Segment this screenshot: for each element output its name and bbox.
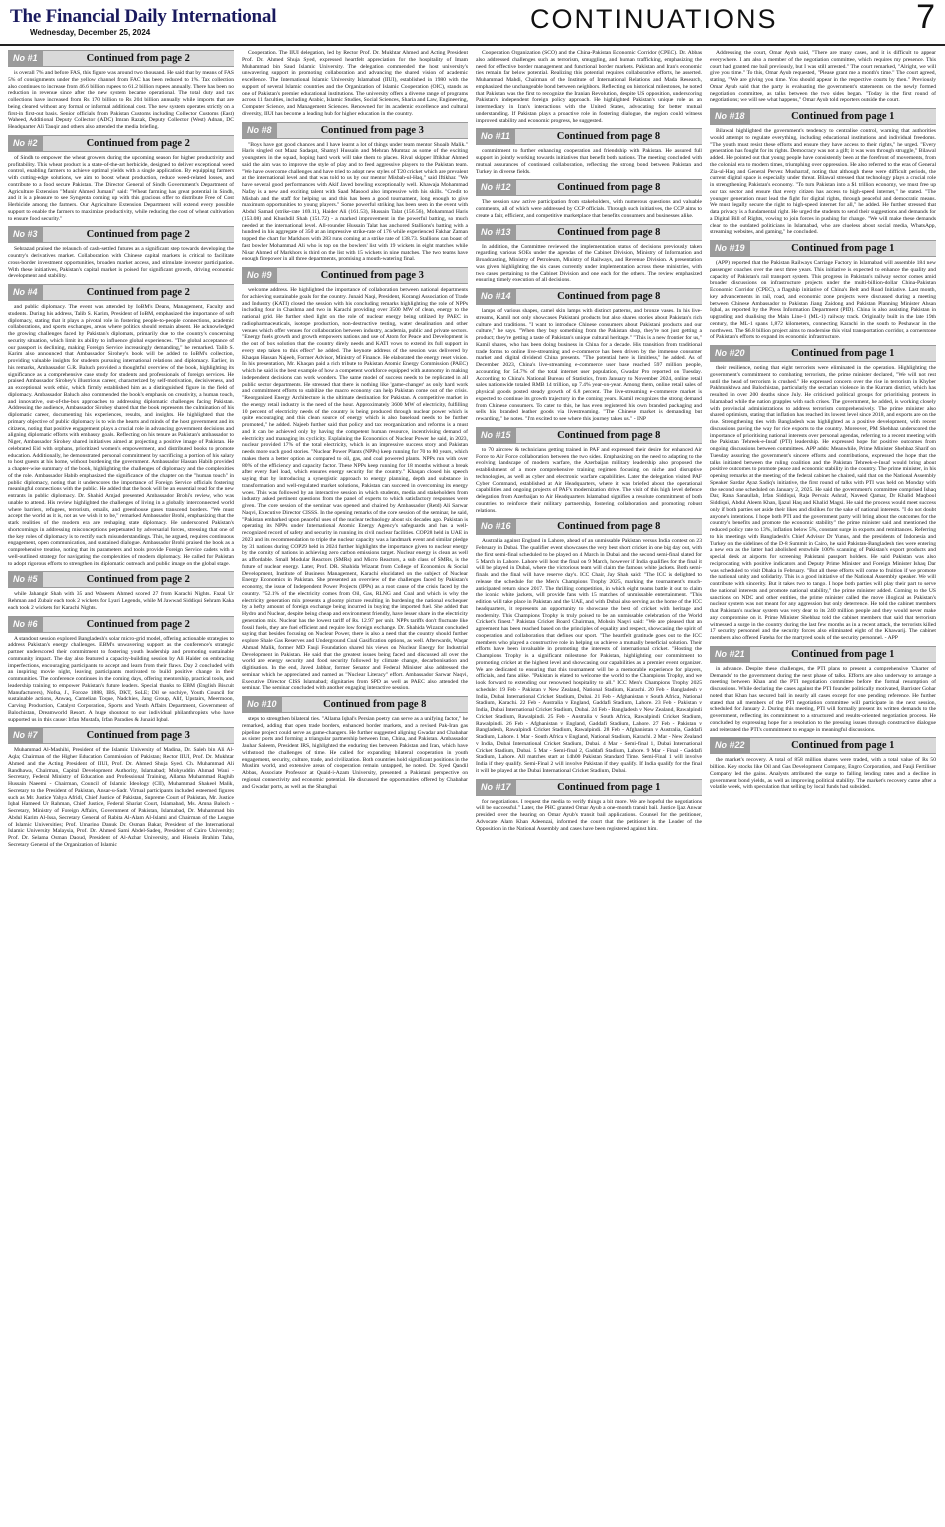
column-1 (8, 50, 234, 1520)
continued-from-label: Continued from page 8 (323, 699, 427, 710)
continuation-story (710, 646, 936, 734)
continuation-story (476, 50, 702, 124)
story-header-bar (476, 427, 702, 444)
story-body: Muhammad Al-Mashihi, President of the Islamic University of Madina, Dr. Saleh bin Ali Al-Aqla; Chairman of the Higher Education Commission of Pakistan; Rector IIUI, Prof. Dr. Mukhtar Ahmed and the Acting President of IIUI, Prof. Dr. Ahmed Shuja Syed. Ch. Muhammad Ali Randhawa, Chairman, Capital Development Authority, Islamabad; Mohyuddin Ahmad Wani - Secretary, Federal Ministry of Education and Professional Training, Allama Muhammad Raghib Hussain Naeemi - Chairman, Council of Islamic Ideology (CII), Muhammad Shakeel Malik, Secretary to the President of Pakistan, Ansar-u-Sadr. Virtual participants included esteemed figures such as Mr. Justice Yahya Afridi, Chief Justice of Pakistan, Supreme Court of Pakistan, Mr. Justice Iqbal Hameed Ur Rahman, Chief Justice, Federal Shariat Court, Islamabad, Ms. Amna Baloch - Secretary, Ministry of Foreign Affairs, Government of Pakistan, Islamabad, Dr. Muhammad bin Abdul Karim Al-Issa, Secretary General of Rabita Al-Alam Al-Islami and Chairman of the League of Islamic Universities; Prof. Umarino Danuk Dr. Osman Bakar, President of the International Islamic University Malaysia, Prof. Dr. Ahmed Sami Abdel-Sadeq, President of Cairo University; Prof. Dr. Selama Osman Daoud, President of Al-Azhar University, and Hissein Brahim Taha, Secretary General of the Organization of Islamic (8, 747, 234, 848)
story-number: No #15 (476, 428, 516, 443)
continued-from-label: Continued from page 8 (557, 226, 661, 238)
story-header-bar (710, 240, 936, 257)
continuation-story (8, 226, 234, 280)
continuation-story (8, 50, 234, 131)
story-body: Australia against England in Lahore, ahead of an unmissable Pakistan versus India contest on 23 February in Dubai. The qualifier event showcases the very best short cricket in one big day out, with the first semi-final scheduled to be played on 4 March in Dubai and the second semi-final slated for 5 March in Lahore. Lahore will host the final on 9 March, however if India qualifies for the final it will be played in Dubai, where the victorious team will claim the famous white jackets. Both semi-finals and the final will have reserve day's. ICC Chair, Jay Shah said: "The ICC is delighted to release the schedule for the Men's Champions Trophy 2025, marking the tournament's much-anticipated return since 2017. The thrilling competition, in which eight teams battle it out to claim the iconic white jackets, will provide fans with 15 matches of unmissable entertainment. "This edition will take place in Pakistan and the UAE, and with Dubai also serving as the home of the ICC headquarters, it represents an opportunity to showcase the best of cricket with heritage and modernity. This Champions Trophy is truly poised to be an unmissable celebration of the World Cricket's finest." Pakistan Cricket Board Chairman, Mohsin Naqvi said: "We are pleased that an agreement has been reached based on the principles of equality and respect, showcasing the spirit of cooperation and collaboration that defines our sport. "The heartfelt gratitude goes out to the ICC members who played a constructive role in helping us achieve a mutually beneficial solution. Their efforts have been invaluable in promoting the interests of international cricket. "Hosting the Champions Trophy is a significant milestone for Pakistan, highlighting our commitment to promoting cricket at the highest level and showcasing our capabilities as a premier event organizer. We are dedicated to ensuring that this tournament will be a memorable experience for players, officials, and fans alike. "Pakistan is elated to welcome the world to the Champions Trophy, and we look forward to extending our renowned hospitality to all." ICC Men's Champions Trophy 2025 schedule: 19 Feb - Pakistan v New Zealand, National Stadium, Karachi. 20 Feb - Bangladesh v India, Dubai International Cricket Stadium, Dubai. 21 Feb - Afghanistan v South Africa, National Stadium, Karachi. 22 Feb - Australia v England, Gaddafi Stadium, Lahore. 23 Feb - Pakistan v India, Dubai International Cricket Stadium, Dubai. 24 Feb - Bangladesh v New Zealand, Rawalpindi Cricket Stadium, Rawalpindi. 25 Feb - Australia v South Africa, Rawalpindi Cricket Stadium, Rawalpindi. 26 Feb - Afghanistan v England, Gaddafi Stadium, Lahore. 27 Feb - Pakistan v Bangladesh, Rawalpindi Cricket Stadium, Rawalpindi. 28 Feb - Afghanistan v Australia, Gaddafi Stadium, Lahore. 1 Mar - South Africa v England, National Stadium, Karachi. 2 Mar - New Zealand v India, Dubai International Cricket Stadium, Dubai. 4 Mar - Semi-final 1, Dubai International Cricket Stadium, Dubai. 5 Mar - Semi-final 2, Gaddafi Stadium, Lahore. 9 Mar - Final - Gaddafi Stadium, Lahore. All matches start at 14h00 Pakistan Standard Time. Semi-Final 1 will involve India if they qualify. Semi-Final 2 will involve Pakistan if they qualify. If India qualify for the final it will be played at the Dubai International Cricket Stadium, Dubai. (476, 538, 702, 774)
continued-from-label: Continued from page 3 (320, 124, 424, 136)
continued-from-label: Continued from page 8 (557, 182, 661, 194)
story-header-bar (8, 50, 234, 67)
continuation-story (710, 737, 936, 791)
continued-from-label: Continued from page 2 (86, 287, 190, 298)
continued-from-label: Continued from page 8 (556, 131, 661, 143)
story-number: No #9 (242, 268, 277, 283)
continued-from-label: Continued from page 3 (86, 730, 190, 742)
newspaper-brand: The Financial Daily International (10, 6, 277, 27)
story-body: "Boys have got good chances and I have learnt a lot of things under team mentor Shoaib Malik." Haris singled out Maaz Sadaqat, Shamyl Hussain and Mehran Mumtaz as some of the exciting youngsters in the squad, hoping hard work will take them to places. Rival skipper Iftikhar Ahmed said the aim was to improve the style of play and to feed aggressive players to the Pakistan team. "We have overcome challenges and have tried to adopt new styles of T20 cricket which are prevalent at the international level and that was told to us by our mentor Misbah-ul-Haq," said Iftikhar. "We have several good performances with Akif Javed bowling exceptionally well. Khawaja Mohammad Nafay is a new and exciting talent with Saad Masood also impressive with his skills. "Credit to Misbah and the staff for helping us and this has been a good tournament, long enough to give maximum opportunities to young players." Some powerful striking has been seen in the event with Abdul Samad (strike-rate 169.11), Haider Ali (161.53), Hussain Talat (156.56), Mohammad Haris (153.08) and Khushdil Shah (151.72) - a marked improvement in the powerful batting, so much needed at the international level. All-rounder Hussain Talat has anchored Stallions's batting with a hundred in his aggregate of 350 at an impressive strike-rate of 176 while experienced Fakhar Zaman topped the chart for Markhors with 283 runs coming at a strike rate of 138.73. Stallions can boast of fast bowler Mohammad Ali who is top on the bowlers' list with 19 wickets in eight matches while Nisar Ahmed of Markhors is third on the list with 15 wickets in nine matches. The two teams have enough firepower in all three departments, promising a mouth-watering final. (242, 141, 468, 263)
story-number: No #7 (8, 728, 43, 743)
story-body: The session saw active participation from stakeholders, with numerous questions and valuable comments, all of which were addressed by CCP officials. Through such initiatives, the CCP aims to create a fair, efficient, and competitive marketplace that benefits consumers and businesses alike. (476, 199, 702, 219)
continuation-story (476, 427, 702, 515)
article-columns (8, 50, 937, 1520)
continued-from-label: Continued from page 8 (557, 429, 661, 441)
section-title: CONTINUATIONS (530, 4, 778, 34)
continued-from-label: Continued from page 1 (791, 243, 895, 254)
story-number: No #2 (8, 136, 43, 151)
story-body: steps to strengthen bilateral ties. "Allama Iqbal's Persian poetry can serve as a unifying factor," he remarked, adding that open trade borders, enhanced border markets, and a revised Pak-Iran gas pipeline project could serve as game-changers. He further suggested aligning Gwadar and Chabahar as sister ports and forming a triangular partnership between Iran, China, and Pakistan. Ambassador Jauhar Saleem, President IRS, highlighted the enduring ties between Pakistan and Iran, which have withstood the challenges of time. He called for expanding bilateral cooperation in youth engagement, security, culture, trade, and civilization. Both countries hold significant positions in the Muslim world, and extensive areas of cooperation remain untapped, he noted. Dr. Syed Qandil Abbas, Associate Professor at Quaid-i-Azam University, presented a Pakistani perspective on regional connectivity and economic potential. He discussed the opportunities offered by Chabahar and Gwadar ports, as well as the Shanghai (242, 716, 468, 790)
story-body: while Jahangir Shah with 35 and Waseem Ahmed scored 27 from Karachi Nights. Fazal Ur Rehman and Zubair each took 2 wickets for Lyari Legends, while M Jawwad Siddiqui Sehram Kaka each took 2 wickets for Karachi Nights. (8, 591, 234, 611)
continued-from-label: Continued from page 1 (557, 781, 661, 793)
continued-from-label: Continued from page 8 (557, 521, 661, 533)
continued-from-label: Continued from page 1 (791, 348, 895, 359)
story-body: Sehrazad praised the relaunch of cash-settled futures as a significant step towards developing the country's derivatives market. Collaboration with Chinese capital markets is critical to facilitate cross-border investment opportunities, broaden market access, and stimulate investor participation. With these initiatives, Pakistan's capital market is poised for significant growth, driving economic development and stability. (8, 246, 234, 280)
continuation-story (710, 240, 936, 341)
continued-from-label: Continued from page 1 (791, 740, 895, 752)
page-number: 7 (916, 0, 935, 36)
continued-from-label: Continued from page 2 (86, 574, 190, 586)
story-body: lamps of various shapes, camel skin lamps with distinct patterns, and bronze vases. In his live-streams, Kamil not only showcases Pakistani products but also shares stories about Pakistan's rich culture and traditions. "I want to introduce Chinese consumers about Pakistani products and our culture," he says. "When they buy something from the Pakistan shop, they're not just getting a product; they're getting a taste of Pakistan's unique cultural heritage." "This is a new frontier for us," Kamil shares, who has been doing business in China for a decade. His transition from traditional trade forms to online live-streaming and e-commerce has been driven by the immense consumer market and digital dividend China presents. "The potential here is limitless," he added. As of December 2023, China's live-streaming e-commerce user base reached 597 million people, accounting for 54.7% of the total internet user population, Gwadar Pro reported on Tuesday. According to China's National Bureau of Statistics, from January to November 2024, online retail sales nationwide totaled RMB 14 trillion, up 7.4% year-on-year. Among them, online retail sales of physical goods posted steady growth of 6.8 percent. The live-streaming e-commerce market is expected to continue its growth trajectory in the coming years. Kamil recognizes the strong demand from Chinese consumers. To cater to this, he has even registered his own branded packaging and sells his branded leather goods via livestreaming. "The Chinese market is demanding but rewarding," he notes. "I'm excited to see where this journey takes us." - INP (476, 308, 702, 422)
column-2 (242, 50, 468, 1520)
story-header-bar (476, 179, 702, 196)
story-header-bar (242, 267, 468, 284)
story-body: their resilience, noting that eight terrorists were eliminated in the operation. Highlighting the government's commitment to combating terrorism, the prime minister declared, "We will not rest until the head of terrorism is crushed." He expressed concern over the rise in terrorism in Khyber Pakhtunkhwa and Balochistan, particularly the sectarian violence in the Kurram district, which has resulted in over 200 deaths since July. He criticised political groups for prioritising protests in Islamabad while the nation grapples with such crises. The government, he added, is working closely with provincial administrations to address terrorism comprehensively. The prime minister also shared optimism, stating that inflation has reached its lowest level since 2018, and exports are on the rise. Strengthening ties with Bangladesh was highlighted as a positive development, with recent discussions paving the way for rice exports to the country. Moreover, PM Shehbaz underscored the importance of prioritising national interests over personal agendas, referring to a recent meeting with the Pakistan Tehreek-e-Insaf (PTI) leadership. He expressed hope for positive outcomes from ongoing discussions between committees. APP adds: Meanwhile, Prime Minister Shehbaz Sharif on Tuesday assuring the government's sincere efforts and contributions, expressed the hope that the talks initiated between the ruling coalition and the Pakistan Tehreek-e-Insaf would bring about positive outcomes to promote peace and economic stability in the country. The prime minister, in his opening remarks at the meeting of the federal cabinet he chaired, said that on the National Assembly Speaker Sardar Ayaz Sadiq's initiative, the first round of talks with PTI was held on Monday with the second one scheduled on January 2, 2025. He said the government's committee comprised Ishaq Dar, Rana Sanaullah, Irfan Siddiqui, Raja Pervaiz Ashraf, Naveed Qamar, Dr Khalid Maqbool Siddiqui, Abdul Aleem Khan, Ijazul Haq and Khalid Magsi. He said the process would meet success only if both parties set aside their likes and dislikes for the sake of national interests. "I do not doubt anyone's intentions. I hope both PTI and the government party will bring about the outcomes for the country's benefits and promote the economic stability" the prime minister said and mentioned the reduced policy rate to 13%, inflation below 5%, constant surge in exports and remittances. Referring to his meetings with Bangladesh's Chief Advisor Dr Yunus, and the presidents of Indonesia and Turkey on the sidelines of the D-8 Summit in Cairo, he said Pakistan-Bangladesh ties were entering a new era as the latter had abolished erstwhile 100% scanning of Pakistan's export products and special desk at airports for screening Pakistani passport holders. He said Pakistan was also reciprocating with positive indicators and Deputy Prime Minister and Foreign Minister Ishaq Dar was scheduled to visit Dhaka in February. "But all these efforts will come to fruition if we promote the national unity and solidarity. This is a good initiative of the National Assembly speaker. We will contribute with sincerity. But it takes two to tango. I hope both parties will play their part to serve the national interests and promote national stability," the prime minister added. Coming to the US sanctions on NDC and other entities, the prime minister called the move illogical as Pakistan's nuclear system was not meant for any aggression but only deterrence. He told the cabinet members that Pakistan's nuclear system was very dear to its 240 million people and they would never make any compromise on it. Prime Minister Shehbaz told the cabinet members that said that terrorism witnessed a surge in the country during the last few months as in a recent attack, the terrorists killed 17 security personnel and the security forces also eliminated eight of the Khawarij. The cabinet members also offered Fateha for the martyred souls of the security personnel. - APP (710, 365, 936, 641)
continuation-story (710, 345, 936, 642)
story-header-bar (476, 128, 702, 145)
story-header-bar (8, 616, 234, 633)
story-header-bar (710, 345, 936, 362)
story-number: No #16 (476, 519, 516, 534)
continued-from-label: Continued from page 1 (791, 111, 895, 122)
story-body: Cooperation. The IIUI delegation, led by Rector Prof. Dr. Mukhtar Ahmed and Acting President Prof. Dr. Ahmed Shuja Syed, expressed heartfelt appreciation for the hospitality of Imam Muhammad bin Saud Islamic University. The delegation commended the host university's unwavering support in promoting collaboration and advancing the shared vision of academic excellence. The International Islamic University Islamabad (IIUI), established in 1980 with the support of several Islamic countries and the Organization of Islamic Cooperation (OIC), stands as one of Pakistan's premier educational institutions. The university offers a diverse range of programs across 11 faculties, including Arabic, Islamic Studies, Social Sciences, Sharia and Law, Engineering, Computer Science, and Management Sciences. Renowned for its academic excellence and cultural diversity, IIUI has become a leading hub for higher education in the country. (242, 50, 468, 117)
continuation-story (476, 779, 702, 833)
continuation-story (242, 696, 468, 790)
story-header-bar (476, 288, 702, 305)
story-header-bar (476, 779, 702, 796)
story-number: No #17 (476, 780, 516, 795)
story-body: A standout session explored Bangladesh's solar micro-grid model, offering actionable strategies to address Pakistan's energy challenges. EBM's unwavering support as the conference's strategic partner underscored their commitment to fostering youth leadership and promoting sustainable community impact. The day also featured a capacity-building session by Ali Haider on embracing imperfections, encouraging participants to accept and learn from their flaws. Day 2 concluded with an inspiring movie night, leaving participants motivated to build positive change in their communities. The conference continues in the coming days, offering mentorship, practical tools, and leadership training to empower Pakistan's future leaders. Special thanks to EBM (English Biscuit Manufacturers), Nofsa, J., Foroze 1888, IBS, DKT, SoLE; Dil se sochiye, Youth Council for sustainable actions, Anwaq, Camelian Toque, Nadchies, Jang Group, Alif, Upstairs, Meermoon, Carving Production, Catalyst Corporation, Sports and Youth Affairs Department, Government of Balochistan, Dreamworld Resort. A huge shoutout to our individual philanthropists who have supported us in this cause: Irfan Mustafa, Irfan Paradies & Junaid Iqbal. (8, 635, 234, 723)
story-body: In addition, the Committee reviewed the implementation status of decisions previously taken regarding various SOEs under the agendas of the Cabinet Division, Ministry of Information and Broadcasting, Ministry of Petroleum, Ministry of Railways, and Revenue Division. A presentation was given highlighting the six cases currently under implementation across these ministries, with two cases pertaining to the Cabinet Division and one each for the others. The review emphasized ensuring timely execution of all decisions. (476, 243, 702, 284)
continuation-story (710, 50, 936, 104)
continued-from-label: Continued from page 1 (791, 648, 895, 660)
continuation-story (242, 267, 468, 692)
story-body: to 70 aircrew & technicians getting trained in PAF and expressed their desire for enhanced Air Force to Air Force collaboration between the two sides. Emphasizing on the need to adapting to the evolving landscape of modern warfare, the Azerbaijan military leadership also proposed the establishment of a more comprehensive training regimen focusing on niche and disruptive technologies, as well as cyber and electronic warfare capabilities. Later the delegation visited PAF Cyber Command, established at Air Headquarters, where it was briefed about the operational capabilities and ongoing projects of PAF's modernization drive. The visit of this high level defence delegation from Azerbaijan to Air Headquarters Islamabad signifies a resolute commitment of both countries to reinforce their military partnership, fostering collaboration and promoting robust relations. (476, 446, 702, 514)
story-number: No #10 (242, 697, 282, 712)
story-header-bar (710, 646, 936, 663)
continuation-story (476, 224, 702, 285)
masthead (0, 0, 945, 46)
continued-from-label: Continued from page 8 (557, 291, 661, 302)
story-number: No #6 (8, 617, 43, 632)
story-number: No #18 (710, 109, 750, 124)
continuation-story (8, 727, 234, 848)
continuation-story (8, 571, 234, 611)
continuation-story (710, 108, 936, 236)
story-header-bar (8, 284, 234, 301)
continuation-story (8, 616, 234, 724)
story-number: No #12 (476, 180, 516, 195)
story-number: No #3 (8, 227, 43, 242)
story-body: in advance. Despite these challenges, the PTI plans to present a comprehensive 'Charter of Demands' to the government during the next phase of talks. Efforts are also underway to arrange a meeting between Khan and the PTI negotiation committee before the formal resumption of discussions. While declaring the cases against the PTI founder politically motivated, Barrister Gohar noted that Khan has secured bail in nearly all cases except for one pending reference. He further stated that all members of the PTI negotiation committee will participate in the next session, scheduled for January 2. During this meeting, PTI will formally present its written demands to the government, reflecting its commitment to a structured and results-oriented negotiation process. He concluded by expressing hope for a resolution to the pressing issues through constructive dialogue and reiterated the PTI's commitment to engage in meaningful discussions. (710, 665, 936, 733)
continued-from-label: Continued from page 2 (86, 229, 190, 241)
story-number: No #13 (476, 225, 516, 240)
story-header-bar (242, 122, 468, 139)
continuation-story (8, 284, 234, 567)
story-body: is overall 7% and before FAS, this figure was around two thousand. He said that by means of FAS 5% of consignments under the yellow channel from FAC has been reduced to 1%. Tax collection also continues to increase from 46.6 billion rupees to 61.2 billion rupees annually. There has been no reduction in revenue since after the new system became operational. The total duty and tax collections have increased from Rs 170 billion to Rs 204 billion annually while imports that are being cleared without any formal or informal additional cost. The new system operates strictly on a first-in first-out basis. Senior officials from Pakistan Customs including Collector Customs (East) Waheed, Additional Deputy Collector (ADC) Imran Razak, Deputy Collector (West) Adnan, DC Headquarter Ali Tauqir and others also attended the media briefing. (8, 70, 234, 130)
continued-from-label: Continued from page 3 (320, 270, 424, 281)
continued-from-label: Continued from page 2 (86, 137, 190, 149)
continued-from-label: Continued from page 2 (86, 53, 190, 64)
story-header-bar (8, 135, 234, 152)
story-number: No #8 (242, 123, 277, 138)
story-body: and public diplomacy. The event was attended by IoBM's Deans, Management, Faculty and students. During his address, Talib S. Karim, President of IoBM, emphasized the importance of soft diplomacy, stating that it plays a pivotal role in fostering people-to-people connections, academic collaborations, and sports exchanges, areas where politics should remain absent. He acknowledged the growing challenges faced by Pakistan's diplomats, primarily due to the country's concerning security situation, which limit its ability to influence global experiences. "The global acceptance of our passport is declining, making Foreign Service increasingly demanding," he remarked. Talib S. Karim also announced that Ambassador Sirohey's book will be added to IoBM's collection, providing valuable insights for students pursuing international relations and diplomacy. Earlier, in his remarks, Ambassador G.R. Baluch provided a thoughtful overview of the book, highlighting its significance as a comprehensive case study for students and professionals of foreign services. He praised Ambassador Sirohey's illustrious career, characterized by self-motivation, decisiveness, and an exceptional work ethic, which firmly established him as a distinguished figure in the field of diplomacy. Ambassador Baluch also commended the book's emphasis on creativity, a human touch, and innovative, out-of-the-box approaches to addressing diplomatic challenges facing Pakistan. Addressing the audience, Ambassador Sirohey shared that the book represents the culmination of his diplomatic career, documenting his experiences, results, and insights. He highlighted that the primary objective of public diplomacy is to win the hearts and minds of the host government and its citizens, noting that positive engagement plays a crucial role in advancing government decisions and aligning diplomatic efforts with embassy goals. Reflecting on his tenure as Pakistan's ambassador to Niger, Ambassador Sirohey shared initiatives aimed at projecting a positive image of Pakistan. He celebrated Eid with orphans, prioritized women's empowerment, and distributed books to promote education. Additionally, he demonstrated personal commitment by sacrificing a portion of his salary to host guests at his home, without burdening the government. Ambassador Hassan Habib provided a chapter-wise summary of the book, highlighting the challenges of diplomacy and the complexities of the role. Ambassador Habib emphasized the significance of the chapter on the "human touch" in public diplomacy, noting that it underscores the importance of Foreign Service officials fostering meaningful connections with the public. He added that the book will be an essential read for the new entrants in public diplomacy. Dr. Shahid Amjad presented Ambassador Brohi's review, who was unable to attend. His review highlighted the challenges of living in a globally interconnected world where barriers, refugees, terrorism, emails, and greenhouse gases transcend borders. "We must accept the world as it is, not as we wish it to be," remarked Ambassador Brohi, emphasizing that the stark realities of the modern era are reshaping state diplomacy. He underscored Pakistan's shortcomings in addressing misconceptions perpetuated by adversarial forces, stressing that one of the key roles of diplomacy is to rectify such misunderstandings. This, he argued, requires continuous engagement, open communication, and sustained dialogue. Ambassador Brohi praised the book as a comprehensive treatise, noting that its parameters and tools provide Foreign Service cadets with a well-outlined strategy for navigating the complexities of modern diplomacy. He called for Pakistan to adopt rigorous efforts to strengthen its diplomatic outreach and public image on the global stage. (8, 304, 234, 567)
story-number: No #21 (710, 647, 750, 662)
story-body: of Sindh to empower the wheat growers during the upcoming season for higher productivity and profitability. This wheat product is a state-of-the-art herbicide, designed to deliver exceptional weed control, enabling farmers to achieve optimal yields with a single application. By equipping farmers with cutting-edge solutions, we aim to boost wheat production, reduce weed-related losses, and contribute to a food secure Pakistan. The Director General of Sindh Government's Department of Agriculture Extension "Munir Ahmed Jumani" said: "Wheat farming has great potential in Sindh, and it is a pleasure to see Syngenta coming up with this gracious offer to distribute Free of Cost Herbicide among the farmers. Our Agriculture Extension Department will extend every possible support to enable the farmers to maximize productivity, while reducing the cost of wheat cultivation to ensure food security." (8, 154, 234, 222)
story-header-bar (476, 518, 702, 535)
continuation-story (476, 128, 702, 175)
story-body: for negotiations. I request the media to verify things a bit more. We are hopeful the negotiations will be successful." Later, the PHC granted Omar Ayub a one-month transit bail. Justice Ijaz Anwar presided over the hearing on Omar Ayub's transit bail applications. Counsel for the petitioner, Advocate Alam Khan Adeenzai, informed the court that the petitioner is the Leader of the Opposition in the National Assembly and cases have been registered against him. (476, 798, 702, 832)
story-number: No #11 (476, 129, 515, 144)
story-header-bar (8, 226, 234, 243)
story-body: Cooperation Organization (SCO) and the China-Pakistan Economic Corridor (CPEC). Dr. Abbas also addressed challenges such as terrorism, smuggling, and human trafficking, emphasizing the need for effective border management and functional border markets. Pakistan and Iran's economic ties remain far below potential. Realizing this potential requires collaborative efforts, he asserted. Muhammad Mahdi, Chairman of the Institute of International Relations and Mada Research, emphasized the unchangeable bond between neighbors. Reflecting on historical milestones, he noted that Pakistan was the first to recognize the Iranian Revolution, despite US opposition, underscoring Pakistan's independent foreign policy approach. He highlighted Pakistan's unique role as an intermediary in Iran's interactions with the United States, advocating for better mutual understanding. If Pakistan plays a proactive role in fostering dialogue, the region could witness improved stability and economic progress, he suggested. (476, 50, 702, 124)
story-body: Addressing the court, Omar Ayub said, "There are many cases, and it is difficult to appear everywhere. I am also a member of the negotiation committee, which requires my presence. This court had granted me bail previously, but I was still arrested." The court remarked, "Alright, we will give you time." To this, Omar Ayub requested, "Please grant me a month's time." The court agreed, stating, "We are giving you time. You should appear in the respective courts by then." Previously Omar Ayub said that the party is evaluating the government's statements on the newly formed negotiation committee, as talks between the two sides began. "Today is the first round of negotiations; we will see what happens," Omar Ayub told reporters outside the court. (710, 50, 936, 104)
issue-date: Wednesday, December 25, 2024 (30, 28, 151, 37)
story-body: commitment to further enhancing cooperation and friendship with Pakistan. He assured full support in jointly working towards initiatives that benefit both nations. The meeting concluded with mutual assurances of continued collaboration, reflecting the strong bond between Pakistan and Turkey in diverse fields. (476, 148, 702, 175)
continuation-story (476, 179, 702, 219)
story-number: No #14 (476, 289, 516, 304)
story-number: No #20 (710, 346, 750, 361)
continuation-story (476, 288, 702, 423)
continuation-story (8, 135, 234, 223)
story-number: No #4 (8, 285, 43, 300)
story-body: the market's recovery. A total of 858 million shares were traded, with a total value of Rs 50 billion. Key stocks like Oil and Gas Development Company, Engro Corporation, and Fauji Fertiliser Company led the gains. Analysts attributed the surge to falling lending rates and a decline in government bond yields, as well as improving political stability. The market's recovery came after a volatile week, with speculation that selling by local funds had subsided. (710, 757, 936, 791)
story-header-bar (476, 224, 702, 241)
continuation-story (476, 518, 702, 774)
story-body: Bilawal highlighted the government's tendency to centralise control, warning that authorities would attempt to regulate everything, including educational institutions and individual freedoms. "The youth must resist these efforts and ensure they have access to their rights," he urged. "Every generation has fought for its rights. Democracy was not a gift; it was won through struggle," Bilawal added. He pointed out that young people have consistently been at the forefront of movements, from the colonial era to modern times, triumphing over oppression. He also referred to the eras of General Zia-ul-Haq and General Pervez Musharraf, noting that although these were difficult periods, the current digital space is especially under threat. Bilawal stressed that technology plays a crucial role in strengthening Pakistan's economy. "To turn Pakistan into a $1 trillion economy, we must free up our tax sector and ensure that every citizen has access to high-speed internet," he stated. "The younger generation must lead the fight for digital rights, through peaceful and democratic means. We must legally secure the right to high-speed internet for all," he added. He further stressed that data privacy is a fundamental right. He urged the students to send their suggestions and demands for a Digital Bill of Rights, vowing to join forces in pushing for change. "We will make these demands clear to the outdated politicians in Islamabad, who are clueless about social media, WhatsApp, streaming websites, and gaming," he concluded. (710, 128, 936, 236)
column-3 (476, 50, 702, 1520)
continuation-story (242, 50, 468, 118)
story-header-bar (710, 737, 936, 754)
story-body: welcome address. He highlighted the importance of collaboration between national departments for achieving sustainable goals for the country. Junaid Naqi, President, Korangi Association of Trade and Industry (KATI) closed the session with his concluding remarks highlighting the role of NPPs including four in Chashma and two in Karachi providing over 3500 MW of clean, energy to the national grid. He further shed light on the role of nuclear energy being utilized by PAEC in radiopharmaceuticals, isotope production, non-destructive testing, water desalination and other venues which offer venues for collaboration between industry, academia, public and private sectors. "Energy fuels growth and growth empowers nations and use of Atom for Peace and Development is the out of box solution that the country direly needs and KATI vows to extend its full support in every step taken to this effect" he added. The keynote address of the session was delivered by Khaqan Hassan Najeeb, Former Advisor, Ministry of Finance. He elaborated the energy reset vision. In his presentation, Mr. Khaqan paid a rich tribute to Pakistan Atomic Energy Commission (PAEC) which he said is the best example of how a competent workforce equipped with autonomy in making independent decisions can work wonders. The same model of success needs to be replicated in all public sector departments. He stressed that there is nothing like 'game-changer' as only hard work and commitment efforts to stabilize the macro economy can help Pakistan come out of the crisis. "Reorganized Energy Architecture is the ultimate destination for Pakistan. A competitive market in the energy retail industry is the need of the hour. Approximately 3600 MW of electricity, fulfilling 10 percent of electricity needs of the country is being produced through nuclear power which is quite encouraging and this clean source of energy which is also baseload needs to be further promoted," he added. Najeeb further said that policy and tax reorganization and reforms is a must and it can be achieved only by having the competent human resource, incentivising demand of electricity and managing its cyclicity. Explaining the Economics of Nuclear Power he said, in 2023, nuclear provided 17% of the total electricity, which is an impressive success story and Pakistan needs more such good stories. "Nuclear Power Plants (NPPs) keep running for 70 to 80 years, which makes them a better option as compared to oil, gas, and coal powered plants. NPPs run with over 80% of the efficiency and capacity factor. These NPPs keep running for 18 months without a break after every fuel load, which ensures energy security for the country." Khaqan closed his speech saying that by introducing a synergistic approach to energy planning, depth and substance in transformation and well-regulated market solutions, Pakistan can succeed in overcoming its energy woes. This was followed by an interactive session in which students, media and stakeholders from industry asked pertinent questions from the panel of experts to which satisfactory responses were given. The core session of the seminar was opened and chaired by Ambassador (Retd) Ali Sarwar Naqvi, Executive Director CISSS. In the opening remarks of the core session of the seminar, he said, "Pakistan embarked upon peaceful uses of the nuclear technology about six decades ago. Pakistan is operating its NPPs under International Atomic Energy Agency's safeguards and has a well-recognized record of safety and security in running its civil nuclear facilities. COP28 held in UAE in 2023 and its recommendation to triple the nuclear capacity was a landmark event and similar pledge by 31 nations during COP29 held in 2024 further highlights the importance given to nuclear energy by the comity of nations in achieving zero carbon emissions target. Nuclear energy is clean as well as affordable. Small Modular Reactors (SMRs) and Micro Reactors, a sub class of SMRs, is the future of nuclear energy. Later, Prof. DR. Shahida Wizarat from College of Economics & Social Development, Institute of Business Management, Karachi elucidated on the subject of Nuclear Energy Economics in Pakistan. She presented an overview of the challenges faced by Pakistan's economy, the issue of Independent Power Projects (IPPs) as a root cause of the crisis faced by the country. "52.1% of the electricity comes from Oil, Gas, RLNG and Coal and which is why the electricity generation mix presents a gloomy picture resulting in burdening the national exchequer by a hefty amount of foreign exchange being incurred in buying the imported fuel. She added that Hydro and Nuclear, despite being cheap and environment friendly, have lesser share in the electricity generation mix. Nuclear has the lowest tariff of Rs. 12.97 per unit. NPPs tariffs don't fluctuate like fossil fuels, they are fuel efficient and require low foreign exchange. Dr. Shahida Wizarat concluded saying that besides focusing on Nuclear Power, there is also a need that the country should further explore Shale Gas Reserves and Underground Coal Gasification options, as well. Afterwards, Waqar Ahmad Malik, former MD Fauji Foundation shared his views on Nuclear Energy for Industrial Development in Pakistan. He said that the greatest issues being faced and discussed all over the world are energy security and food security followed by climate change, decarbonisation and digitisation. In the end, Javed Jabbar, former Senator and Federal Minister also addressed the seminar which he appreciated and named as "Nuclear Literacy" effort. Ambassador Sarwar Naqvi, Executive Director CISS Islamabad; dignitaries from SPD as well as PAEC also attended the seminar. The seminar concluded with another engaging interactive session. (242, 287, 468, 692)
story-body: (APP) reported that the Pakistan Railways Carriage Factory in Islamabad will assemble 184 new passenger coaches over the next three years. This initiative is expected to enhance the quality and capacity of Pakistan's rail transport system. This progress in Pakistan's railway sector comes amid broader discussions on infrastructure projects under the multi-billion-dollar China-Pakistan Economic Corridor (CPEC), a flagship initiative of China's Belt and Road Initiative. Last month, key advancements in rail, road, and economic zone projects were discussed during a meeting between Chinese Ambassador to Pakistan Jiang Zaidong and Pakistan Planning Minister Ahsan Iqbal, as reported by the Press Information Department (PID). China is also assisting Pakistan in upgrading and dualising the Main Line-1 (ML-1) railway track. Originally built in the late 19th century, the ML-1 spans 1,872 kilometers, connecting Karachi in the south to Peshawar in the northwest. The $6.8 billion project aims to modernise this vital transportation corridor, a cornerstone of Pakistan's efforts to expand its economic infrastructure. (710, 260, 936, 341)
story-header-bar (710, 108, 936, 125)
continuation-story (242, 122, 468, 264)
story-header-bar (242, 696, 468, 713)
story-number: No #19 (710, 241, 750, 256)
story-number: No #5 (8, 572, 43, 587)
continued-from-label: Continued from page 2 (86, 618, 190, 630)
story-header-bar (8, 727, 234, 744)
column-4 (710, 50, 936, 1520)
story-number: No #22 (710, 738, 750, 753)
story-header-bar (8, 571, 234, 588)
story-number: No #1 (8, 51, 43, 66)
